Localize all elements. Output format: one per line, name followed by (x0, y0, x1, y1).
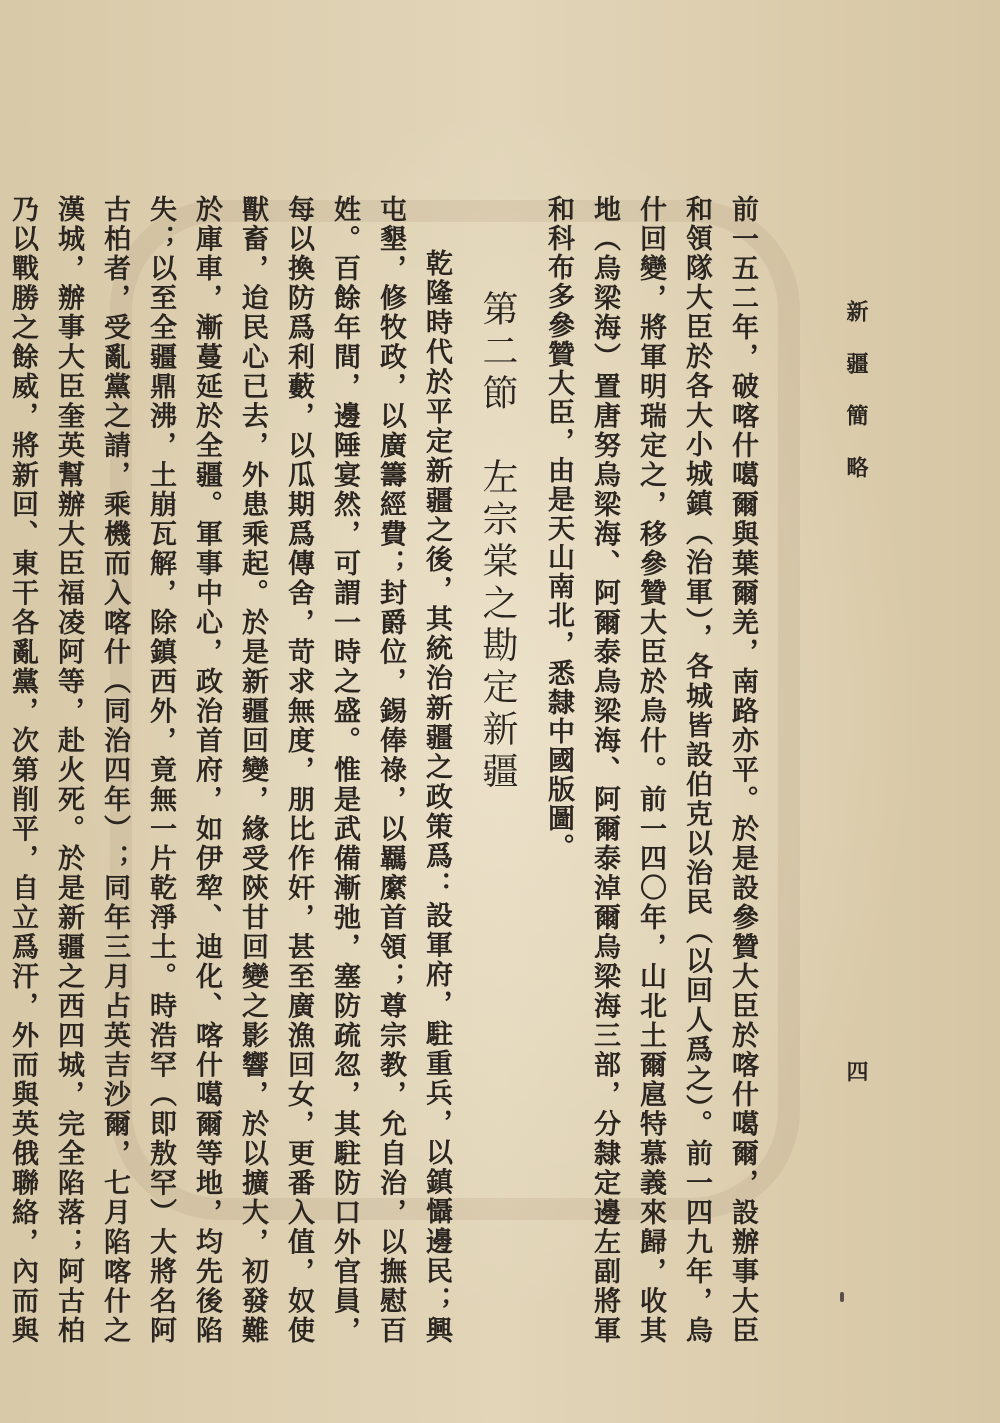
paragraph-1: 前一五二年，破喀什噶爾與葉爾羌，南路亦平。於是設參贊大臣於喀什噶爾，設辦事大臣和領隊大臣於各大小城鎮（治軍），各城皆設伯克以治民（以回人爲之）。前一四九年，烏什回變，將軍明瑞定之，移參贊大臣於烏什。前一四〇年，山北土爾扈特慕義來歸，收其地（烏梁海）置唐努烏梁海、阿爾泰烏梁海、阿爾泰淖爾烏梁海三部，分隸定邊左副將軍和科布多參贊大臣，由是天山南北，悉隸中國版圖。 (543, 195, 758, 1345)
page-number: 四 (843, 1060, 869, 1082)
body-text (7, 195, 765, 1345)
section-heading: 第二節 左宗棠之勘定新疆 (477, 290, 518, 794)
ink-speck (840, 1292, 844, 1302)
running-head: 新疆簡略 (843, 300, 869, 508)
paragraph-2: 乾隆時代於平定新疆之後，其統治新疆之政策爲：設軍府，駐重兵，以鎮懾邊民；興屯墾，修牧政，以廣籌經費；封爵位，錫俸祿，以羈縻首領；尊宗教，允自治，以撫慰百姓。百餘年間，邊陲宴然，可謂一時之盛。惟是武備漸弛，塞防疏忽，其駐防口外官員，每以換防爲利藪，以瓜期爲傳舍，苛求無度，朋比作奸，甚至廣漁回女，更番入值，奴使獸畜，迨民心已去，外患乘起。於是新疆回變，緣受陝甘回變之影響，於以擴大，初發難於庫車，漸蔓延於全疆。軍事中心，政治首府，如伊犂、迪化、喀什噶爾等地，均先後陷失；以至全疆鼎沸，土崩瓦解，除鎮西外，竟無一片乾淨土。時浩罕（即敖罕）大將名阿古柏者，受亂黨之請，乘機而入喀什（同治四年）；同年三月占英吉沙爾，七月陷喀什之漢城，辦事大臣奎英幫辦大臣福凌阿等，赴火死。於是新疆之西四城，完全陷落；阿古柏乃以戰勝之餘威，將新回、東干各亂黨，次第削平，自立爲汗，外而與英俄聯絡，內而與 (7, 195, 452, 1345)
